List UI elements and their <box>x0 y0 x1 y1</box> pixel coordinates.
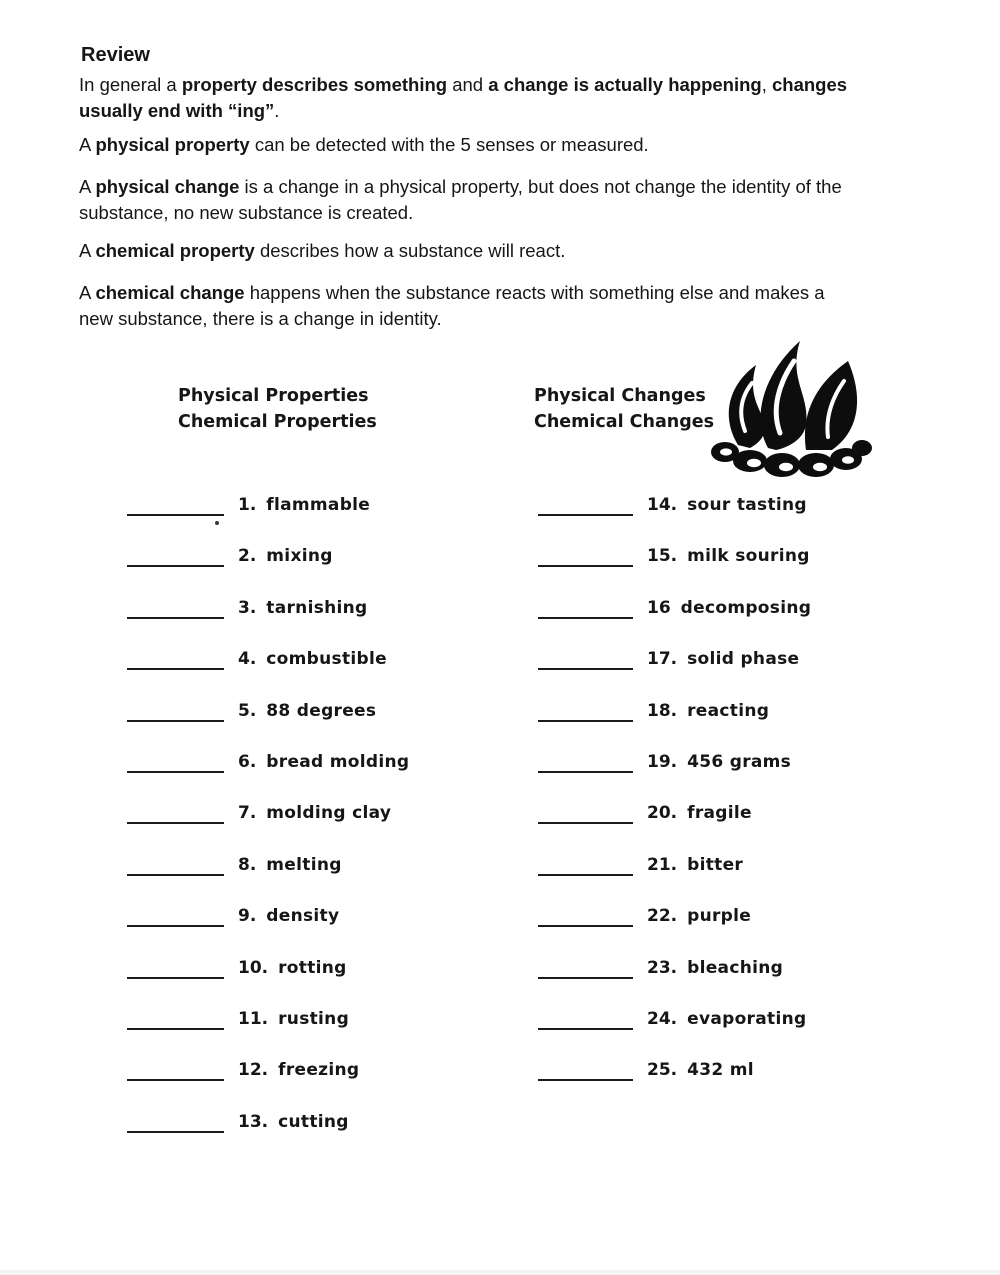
answer-blank[interactable] <box>127 545 224 567</box>
worksheet-item-row <box>538 802 811 853</box>
item-label: bitter <box>687 854 744 875</box>
item-label: 432 ml <box>687 1060 754 1081</box>
text-run-bold: chemical property <box>95 240 255 261</box>
left-header-line-1: Physical Properties <box>178 386 369 406</box>
text-run-bold: property describes something <box>181 74 448 95</box>
left-column-header <box>178 383 377 435</box>
item-label: bread molding <box>266 751 410 772</box>
text-run: A <box>79 282 96 303</box>
item-number: 4. <box>238 649 257 670</box>
item-number: 20. <box>647 803 678 824</box>
answer-blank[interactable] <box>538 545 633 567</box>
answer-blank[interactable] <box>127 648 224 670</box>
text-run-bold: physical property <box>95 134 250 155</box>
worksheet-item-row <box>127 751 409 802</box>
item-number: 2. <box>238 546 257 567</box>
answer-blank[interactable] <box>127 494 224 516</box>
item-label: rotting <box>278 957 347 978</box>
answer-blank[interactable] <box>127 957 224 979</box>
item-label: cutting <box>278 1111 349 1132</box>
item-number: 10. <box>238 957 269 978</box>
item-label: molding clay <box>266 803 392 824</box>
answer-blank[interactable] <box>538 1059 633 1081</box>
text-run: new substance, there is a change in identity. <box>79 308 442 329</box>
worksheet-item-row <box>127 700 409 751</box>
text-run: happens when the substance reacts with something else and makes a <box>244 282 825 303</box>
answer-blank[interactable] <box>127 597 224 619</box>
item-label: tarnishing <box>266 597 368 618</box>
item-label: fragile <box>687 803 752 824</box>
item-label: solid phase <box>687 649 800 670</box>
answer-blank[interactable] <box>127 1008 224 1030</box>
text-run: substance, no new substance is created. <box>79 202 414 223</box>
text-run: can be detected with the 5 senses or measured. <box>249 134 649 155</box>
answer-blank[interactable] <box>127 802 224 824</box>
item-label: milk souring <box>687 546 810 567</box>
intro-paragraph-chemical-property <box>79 238 565 264</box>
right-header-line-2: Chemical Changes <box>534 412 715 432</box>
answer-blank[interactable] <box>538 1008 633 1030</box>
worksheet-item-row <box>127 1111 409 1162</box>
item-number: 14. <box>647 495 678 515</box>
item-number: 8. <box>238 854 257 875</box>
answer-blank[interactable] <box>538 494 633 516</box>
text-line <box>79 132 649 158</box>
item-number: 16 <box>647 597 671 618</box>
worksheet-item-row <box>127 854 409 905</box>
item-label: decomposing <box>680 597 812 618</box>
intro-paragraph-general <box>79 72 847 124</box>
worksheet-item-row <box>127 545 409 596</box>
answer-blank[interactable] <box>127 751 224 773</box>
item-number: 9. <box>238 906 257 927</box>
item-number: 19. <box>647 751 678 772</box>
answer-blank[interactable] <box>538 854 633 876</box>
item-number: 12. <box>238 1060 269 1081</box>
text-run-bold: a change is actually happening <box>488 74 762 95</box>
item-label: density <box>266 906 340 927</box>
item-label: bleaching <box>687 957 784 978</box>
worksheet-item-row <box>127 802 409 853</box>
worksheet-item-row <box>538 597 811 648</box>
item-number: 21. <box>647 854 678 875</box>
text-line <box>79 280 825 306</box>
worksheet-item-row <box>538 545 811 596</box>
worksheet-item-row <box>538 905 811 956</box>
worksheet-item-row <box>538 751 811 802</box>
item-number: 1. <box>238 495 257 515</box>
text-run: and <box>447 74 489 95</box>
scan-artifact-dot <box>215 521 219 525</box>
item-label: 456 grams <box>687 751 792 772</box>
worksheet-item-row <box>538 494 811 545</box>
text-run: , <box>761 74 772 95</box>
intro-paragraph-chemical-change <box>79 280 825 332</box>
text-line <box>79 72 847 98</box>
right-column-header <box>534 383 714 435</box>
answer-blank[interactable] <box>538 751 633 773</box>
answer-blank[interactable] <box>538 957 633 979</box>
left-header-line-2: Chemical Properties <box>178 412 377 432</box>
text-run-bold: changes <box>772 74 848 95</box>
item-number: 3. <box>238 597 257 618</box>
item-number: 13. <box>238 1111 269 1132</box>
item-number: 17. <box>647 649 678 670</box>
worksheet-item-row <box>538 854 811 905</box>
item-number: 23. <box>647 957 678 978</box>
item-label: flammable <box>266 495 371 515</box>
worksheet-item-row <box>538 1008 811 1059</box>
answer-blank[interactable] <box>127 1059 224 1081</box>
item-label: rusting <box>278 1008 350 1029</box>
text-line <box>79 174 842 200</box>
item-number: 11. <box>238 1008 269 1029</box>
item-label: combustible <box>266 649 387 670</box>
text-line <box>79 238 565 264</box>
scan-edge <box>0 1270 1000 1275</box>
item-number: 25. <box>647 1060 678 1081</box>
item-label: reacting <box>687 700 770 721</box>
answer-blank[interactable] <box>538 802 633 824</box>
item-label: freezing <box>278 1060 360 1081</box>
answer-blank[interactable] <box>127 854 224 876</box>
worksheet-item-row <box>538 1059 811 1110</box>
worksheet-item-row <box>127 597 409 648</box>
answer-blank[interactable] <box>127 700 224 722</box>
intro-paragraph-physical-property <box>79 132 649 158</box>
worksheet-item-row <box>127 957 409 1008</box>
item-label: melting <box>266 854 342 875</box>
text-run: is a change in a physical property, but does not change the identity of the <box>239 176 842 197</box>
answer-blank[interactable] <box>538 905 633 927</box>
text-run: A <box>79 176 96 197</box>
text-run-bold: chemical change <box>95 282 245 303</box>
item-number: 6. <box>238 751 257 772</box>
text-line <box>79 306 825 332</box>
item-number: 7. <box>238 803 257 824</box>
item-label: sour tasting <box>687 495 807 515</box>
item-number: 5. <box>238 700 257 721</box>
text-run: A <box>79 134 96 155</box>
page-title: Review <box>81 44 150 66</box>
worksheet-item-row <box>127 494 409 545</box>
worksheet-item-row <box>538 648 811 699</box>
worksheet-item-row <box>127 905 409 956</box>
worksheet-item-row <box>127 1008 409 1059</box>
campfire-icon <box>710 333 872 481</box>
text-run: . <box>274 100 280 121</box>
text-run: describes how a substance will react. <box>254 240 566 261</box>
answer-blank[interactable] <box>538 700 633 722</box>
item-number: 15. <box>647 546 678 567</box>
intro-paragraph-physical-change <box>79 174 842 226</box>
text-line <box>79 98 847 124</box>
item-number: 24. <box>647 1008 678 1029</box>
text-run: In general a <box>79 74 182 95</box>
item-label: mixing <box>266 546 333 567</box>
text-run: A <box>79 240 96 261</box>
answer-blank[interactable] <box>538 597 633 619</box>
text-run-bold: physical change <box>95 176 240 197</box>
right-header-line-1: Physical Changes <box>534 386 706 406</box>
item-label: 88 degrees <box>266 700 377 721</box>
worksheet-item-row <box>538 957 811 1008</box>
worksheet-item-row <box>127 648 409 699</box>
answer-blank[interactable] <box>127 905 224 927</box>
answer-blank[interactable] <box>127 1111 224 1133</box>
text-line <box>79 200 842 226</box>
items-right <box>538 494 811 1111</box>
item-label: evaporating <box>687 1008 807 1029</box>
items-left <box>127 494 409 1162</box>
worksheet-item-row <box>538 700 811 751</box>
item-number: 22. <box>647 906 678 927</box>
answer-blank[interactable] <box>538 648 633 670</box>
text-run-bold: usually end with “ing” <box>79 100 275 121</box>
worksheet-item-row <box>127 1059 409 1110</box>
item-label: purple <box>687 906 752 927</box>
item-number: 18. <box>647 700 678 721</box>
